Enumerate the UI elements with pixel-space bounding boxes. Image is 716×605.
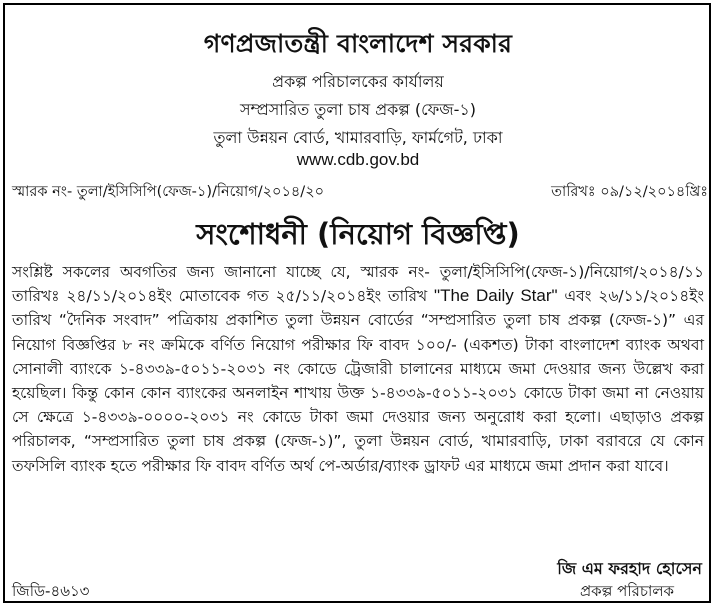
signatory-name: জি এম ফরহাদ হোসেন: [557, 559, 702, 578]
notice-title: সংশোধনী (নিয়োগ বিজ্ঞপ্তি): [196, 217, 520, 251]
website-url: www.cdb.gov.bd: [296, 150, 420, 169]
project-name: সম্প্রসারিত তুলা চাষ প্রকল্প (ফেজ-১): [240, 100, 476, 119]
body-part-2: এবং ২৬/১১/২০১৪ইং তারিখ “দৈনিক সংবাদ” পত্রিকায় প্রকাশিত তুলা উন্নয়ন বোর্ডের “সম্প্রসারিত তুলা চাষ প্রকল্প (ফেজ-১)” এর নিয়োগ বিজ্ঞপ্তির ৮ নং ক্রমিকে বর্ণিত নিয়োগ পরীক্ষার ফি বাবদ ১০০/- (একশত) টাকা বাংলাদেশ ব্যাংক অথবা সোনালী ব্যাংকে ১-৪৩৩৯-৫০১১-২০৩১ নং কোডে ট্রেজারী চালানের মাধ্যমে জমা দেওয়ার জন্য উল্লেখ করা হয়েছিল। কিন্তু কোন কোন ব্যাংকের অনলাইন শাখায় উক্ত ১-৪৩৩৯-৫০১১-২০৩১ কোডে টাকা জমা না নেওয়ায় সে ক্ষেত্রে ১-৪৩৩৯-০০০০-২০৩১ নং কোডে টাকা জমা দেওয়ার জন্য অনুরোধ করা হলো। এছাড়াও প্রকল্প পরিচালক, “সম্প্রসারিত তুলা চাষ প্রকল্প (ফেজ-১)”, তুলা উন্নয়ন বোর্ড, খামারবাড়ি, ঢাকা বরাবরে যে কোন তফসিলি ব্যাংক হতে পরীক্ষার ফি বাবদ বর্ণিত অর্থ পে-অর্ডার/ব্যাংক ড্রাফট এর মাধ্যমে জমা প্রদান করা যাবে।: [12, 287, 704, 475]
government-title: গণপ্রজাতন্ত্রী বাংলাদেশ সরকার: [203, 29, 513, 58]
notice-body: [12, 260, 704, 478]
notice-date: তারিখঃ ০৯/১২/২০১৪খ্রিঃ: [551, 184, 708, 200]
office-name: প্রকল্প পরিচালকের কার্যালয়: [272, 72, 444, 91]
office-address: তুলা উন্নয়ন বোর্ড, খামারবাড়ি, ফার্মগেট, ঢাকা: [213, 128, 503, 147]
body-part-1: সংশ্লিষ্ট সকলের অবগতির জন্য জানানো যাচ্ছে যে, স্মারক নং- তুলা/ইসিসিপি(ফেজ-১)/নিয়োগ/২০১৪/১১ তারিখঃ ২৪/১১/২০১৪ইং মোতাবেক গত ২৫/১১/২০১৪ইং তারিখ: [12, 263, 704, 306]
reference-line: [12, 181, 708, 205]
signatory-designation: প্রকল্প পরিচালক: [579, 582, 674, 600]
memo-number: স্মারক নং- তুলা/ইসিসিপি(ফেজ-১)/নিয়োগ/২০১৪/২০: [12, 184, 325, 200]
newspaper-name: "The Daily Star": [434, 286, 558, 306]
gd-number: জিডি-৪৬১৩: [12, 582, 90, 600]
